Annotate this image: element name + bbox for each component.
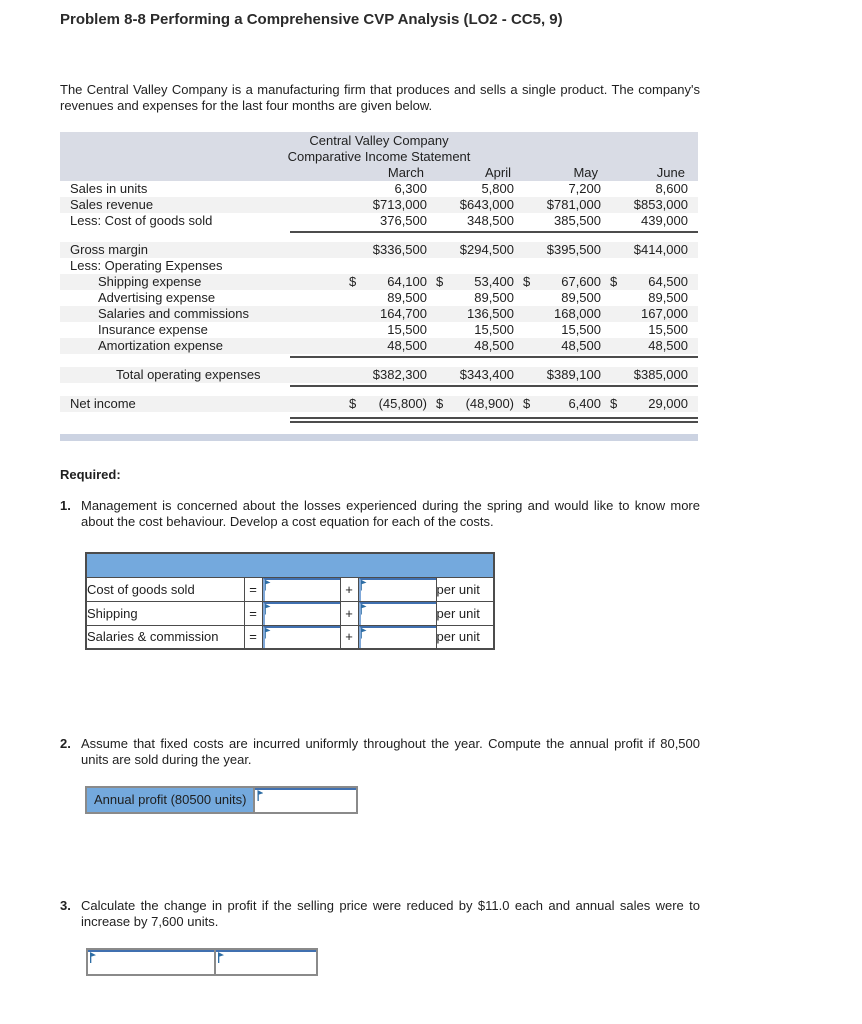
row-value: 136,500 bbox=[467, 306, 514, 321]
change-in-profit-input-2[interactable] bbox=[216, 950, 316, 974]
row-value: 48,500 bbox=[387, 338, 427, 353]
comparative-income-statement bbox=[60, 132, 698, 441]
plus-sign: + bbox=[340, 625, 358, 649]
row-value: $ (45,800) bbox=[349, 396, 427, 411]
row-value: $ 64,500 bbox=[610, 274, 688, 289]
cogs-variable-cost-cell bbox=[359, 578, 436, 601]
shipping-variable-cost-cell bbox=[359, 602, 436, 625]
annual-profit-input[interactable] bbox=[255, 788, 356, 812]
change-in-profit-cell-2 bbox=[216, 950, 316, 974]
row-value: 168,000 bbox=[554, 306, 601, 321]
change-in-profit-cell-1 bbox=[88, 950, 216, 974]
row-value: 48,500 bbox=[648, 338, 688, 353]
page-title: Problem 8-8 Performing a Comprehensive CVP Analysis (LO2 - CC5, 9) bbox=[60, 11, 563, 28]
row-value: $713,000 bbox=[372, 197, 427, 212]
row-value: 385,500 bbox=[554, 213, 601, 228]
row-value: $395,500 bbox=[546, 242, 601, 257]
column-header-april: April bbox=[484, 165, 511, 180]
row-label: Salaries and commissions bbox=[98, 306, 250, 321]
annual-profit-cell bbox=[255, 788, 356, 812]
statement-report-name: Comparative Income Statement bbox=[287, 149, 471, 164]
row-value: $336,500 bbox=[372, 242, 427, 257]
equation-row-label: Shipping bbox=[86, 601, 244, 625]
row-value: $ 53,400 bbox=[436, 274, 514, 289]
row-value: $781,000 bbox=[546, 197, 601, 212]
per-unit-label: per unit bbox=[436, 577, 494, 601]
row-value: $ 29,000 bbox=[610, 396, 688, 411]
row-value: 167,000 bbox=[641, 306, 688, 321]
equals-sign: = bbox=[244, 577, 262, 601]
row-value: $294,500 bbox=[459, 242, 514, 257]
row-value: $ 64,100 bbox=[349, 274, 427, 289]
row-value: 348,500 bbox=[467, 213, 514, 228]
shipping-fixed-cost-input[interactable] bbox=[263, 602, 340, 625]
question-1 bbox=[60, 498, 700, 530]
row-value: 439,000 bbox=[641, 213, 688, 228]
row-value: $382,300 bbox=[372, 367, 427, 382]
intro-paragraph: The Central Valley Company is a manufacturing firm that produces and sells a single product. The company's revenues and expenses for the last four months are given below. bbox=[60, 82, 700, 113]
row-label: Less: Cost of goods sold bbox=[70, 213, 213, 228]
change-in-profit-input-1[interactable] bbox=[88, 950, 214, 974]
equation-row-cogs bbox=[86, 577, 494, 601]
table-rule bbox=[290, 231, 698, 233]
statement-row bbox=[60, 213, 698, 229]
row-value bbox=[514, 258, 601, 274]
row-label: Sales in units bbox=[70, 181, 148, 196]
equation-row-shipping bbox=[86, 601, 494, 625]
row-value bbox=[601, 258, 688, 274]
statement-body bbox=[60, 181, 698, 423]
statement-row bbox=[60, 306, 698, 322]
statement-column-headers bbox=[60, 165, 698, 181]
question-1-number: 1. bbox=[60, 498, 71, 513]
statement-row bbox=[60, 242, 698, 258]
annual-profit-control bbox=[85, 786, 358, 814]
equation-table-header bbox=[86, 553, 494, 577]
required-label: Required: bbox=[60, 467, 121, 482]
question-1-text: Management is concerned about the losses experienced during the spring and would like to know more about the cost behaviour. Develop a cost equation for each of the costs. bbox=[81, 498, 700, 529]
row-label: Shipping expense bbox=[98, 274, 202, 289]
row-value: $643,000 bbox=[459, 197, 514, 212]
table-double-rule bbox=[290, 417, 698, 423]
per-unit-label: per unit bbox=[436, 601, 494, 625]
row-value: 15,500 bbox=[561, 322, 601, 337]
statement-company-name: Central Valley Company bbox=[309, 133, 449, 148]
cost-equation-table bbox=[85, 552, 495, 650]
row-value: 48,500 bbox=[474, 338, 514, 353]
statement-row bbox=[60, 322, 698, 338]
question-3 bbox=[60, 898, 700, 930]
row-label: Less: Operating Expenses bbox=[70, 258, 223, 273]
statement-row bbox=[60, 367, 698, 383]
row-value: 5,800 bbox=[481, 181, 514, 196]
question-2-number: 2. bbox=[60, 736, 71, 751]
cogs-fixed-cost-input[interactable] bbox=[263, 578, 340, 601]
question-3-number: 3. bbox=[60, 898, 71, 913]
column-header-march: March bbox=[387, 165, 424, 180]
row-label: Net income bbox=[70, 396, 136, 411]
statement-row bbox=[60, 274, 698, 290]
statement-row bbox=[60, 197, 698, 213]
equals-sign: = bbox=[244, 601, 262, 625]
row-value: $385,000 bbox=[633, 367, 688, 382]
row-value: 89,500 bbox=[387, 290, 427, 305]
equation-row-label: Salaries & commission bbox=[86, 625, 244, 649]
shipping-per-unit-input[interactable] bbox=[359, 602, 436, 625]
question-3-text: Calculate the change in profit if the selling price were reduced by $11.0 each and annual sales were to increase by 7,600 units. bbox=[81, 898, 700, 929]
annual-profit-label: Annual profit (80500 units) bbox=[87, 788, 255, 812]
row-value: 89,500 bbox=[474, 290, 514, 305]
row-value: 89,500 bbox=[648, 290, 688, 305]
salaries-per-unit-input[interactable] bbox=[359, 626, 436, 649]
row-value: $ 6,400 bbox=[523, 396, 601, 411]
row-value: 164,700 bbox=[380, 306, 427, 321]
row-label: Amortization expense bbox=[98, 338, 224, 353]
row-value: 89,500 bbox=[561, 290, 601, 305]
row-value: 48,500 bbox=[561, 338, 601, 353]
row-value: 15,500 bbox=[474, 322, 514, 337]
row-value: 7,200 bbox=[568, 181, 601, 196]
table-rule bbox=[290, 385, 698, 387]
salaries-fixed-cost-input[interactable] bbox=[263, 626, 340, 649]
per-unit-label: per unit bbox=[436, 625, 494, 649]
row-value: $389,100 bbox=[546, 367, 601, 382]
row-value: 376,500 bbox=[380, 213, 427, 228]
row-label: Gross margin bbox=[70, 242, 149, 257]
equation-table-header-row bbox=[86, 553, 494, 577]
equals-sign: = bbox=[244, 625, 262, 649]
row-value: $853,000 bbox=[633, 197, 688, 212]
plus-sign: + bbox=[340, 601, 358, 625]
table-rule bbox=[290, 356, 698, 358]
statement-header bbox=[60, 132, 698, 181]
row-value bbox=[427, 258, 514, 274]
equation-row-label: Cost of goods sold bbox=[86, 577, 244, 601]
column-header-may: May bbox=[573, 165, 598, 180]
row-value: 8,600 bbox=[655, 181, 688, 196]
row-value: $ 67,600 bbox=[523, 274, 601, 289]
row-label: Sales revenue bbox=[70, 197, 154, 212]
equation-row-salaries bbox=[86, 625, 494, 649]
cogs-per-unit-input[interactable] bbox=[359, 578, 436, 601]
statement-footer-bar bbox=[60, 434, 698, 441]
shipping-fixed-cost-cell bbox=[263, 602, 340, 625]
row-value: $414,000 bbox=[633, 242, 688, 257]
row-value: 15,500 bbox=[387, 322, 427, 337]
row-label: Insurance expense bbox=[98, 322, 208, 337]
statement-row bbox=[60, 396, 698, 412]
plus-sign: + bbox=[340, 577, 358, 601]
row-label: Total operating expenses bbox=[116, 367, 261, 382]
change-in-profit-control bbox=[86, 948, 318, 976]
salaries-variable-cost-cell bbox=[359, 626, 436, 649]
row-value: 6,300 bbox=[394, 181, 427, 196]
row-value bbox=[340, 258, 427, 274]
row-value: $343,400 bbox=[459, 367, 514, 382]
statement-row bbox=[60, 290, 698, 306]
statement-row bbox=[60, 338, 698, 354]
salaries-fixed-cost-cell bbox=[263, 626, 340, 649]
row-value: $ (48,900) bbox=[436, 396, 514, 411]
row-value: 15,500 bbox=[648, 322, 688, 337]
question-2 bbox=[60, 736, 700, 768]
row-label: Advertising expense bbox=[98, 290, 216, 305]
cogs-fixed-cost-cell bbox=[263, 578, 340, 601]
column-header-june: June bbox=[656, 165, 685, 180]
column-header-spacer bbox=[60, 165, 340, 181]
question-2-text: Assume that fixed costs are incurred uniformly throughout the year. Compute the annual profit if 80,500 units are sold during the year. bbox=[81, 736, 700, 767]
statement-row bbox=[60, 181, 698, 197]
statement-row bbox=[60, 258, 698, 274]
